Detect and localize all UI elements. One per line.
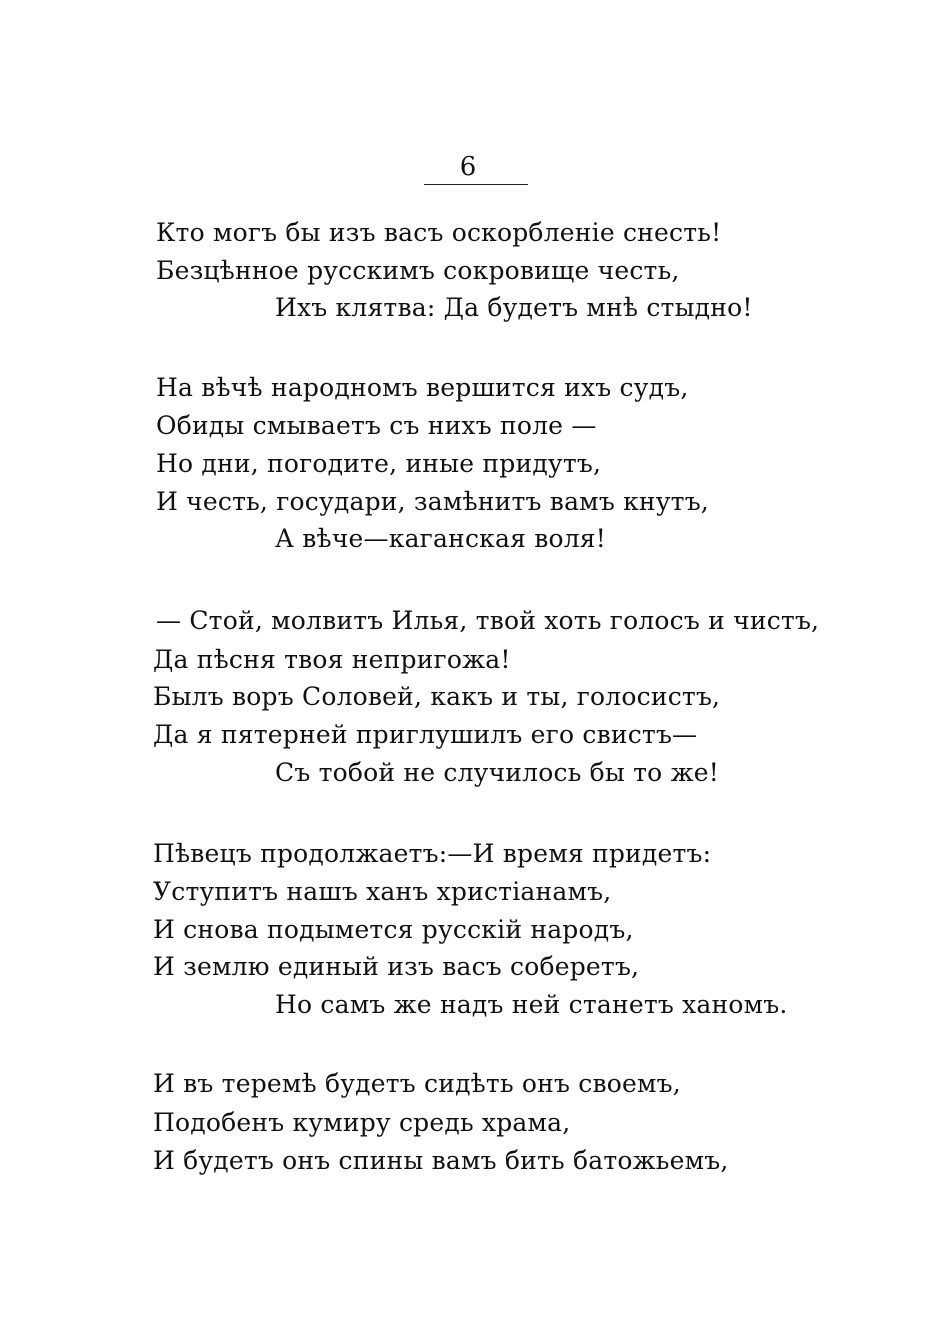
verse-line: Пѣвецъ продолжаетъ:—И время придетъ:: [153, 839, 712, 868]
verse-line: А вѣче—каганская воля!: [275, 524, 607, 553]
verse-line: Кто могъ бы изъ васъ оскорбленіе снесть!: [156, 218, 722, 247]
verse-line: Подобенъ кумиру средь храма,: [153, 1108, 571, 1137]
page-number-rule: [424, 184, 528, 185]
verse-line: И будетъ онъ спины вамъ бить батожьемъ,: [153, 1146, 729, 1175]
verse-line: Съ тобой не случилось бы то же!: [275, 758, 720, 787]
verse-line: Уступитъ нашъ ханъ христіанамъ,: [153, 877, 612, 906]
verse-line: И честь, государи, замѣнитъ вамъ кнутъ,: [156, 487, 709, 516]
verse-line: И снова подымется русскій народъ,: [153, 915, 634, 944]
verse-line: На вѣчѣ народномъ вершится ихъ судъ,: [156, 373, 689, 402]
verse-line: — Стой, молвитъ Илья, твой хоть голосъ и чистъ,: [156, 606, 820, 635]
verse-line: Ихъ клятва: Да будетъ мнѣ стыдно!: [275, 293, 753, 322]
verse-line: Но дни, погодите, иные придутъ,: [156, 449, 602, 478]
page-number: 6: [459, 152, 477, 182]
verse-line: И въ теремѣ будетъ сидѣть онъ своемъ,: [153, 1069, 681, 1098]
verse-line: Безцѣнное русскимъ сокровище честь,: [156, 256, 680, 285]
verse-line: Обиды смываетъ съ нихъ поле —: [156, 411, 597, 440]
verse-line: Былъ воръ Соловей, какъ и ты, голосистъ,: [153, 682, 721, 711]
verse-line: Но самъ же надъ ней станетъ ханомъ.: [275, 990, 788, 1019]
verse-line: Да пѣсня твоя непригожа!: [153, 645, 511, 674]
verse-line: Да я пятерней приглушилъ его свистъ—: [153, 720, 698, 749]
verse-line: И землю единый изъ васъ соберетъ,: [153, 952, 640, 981]
